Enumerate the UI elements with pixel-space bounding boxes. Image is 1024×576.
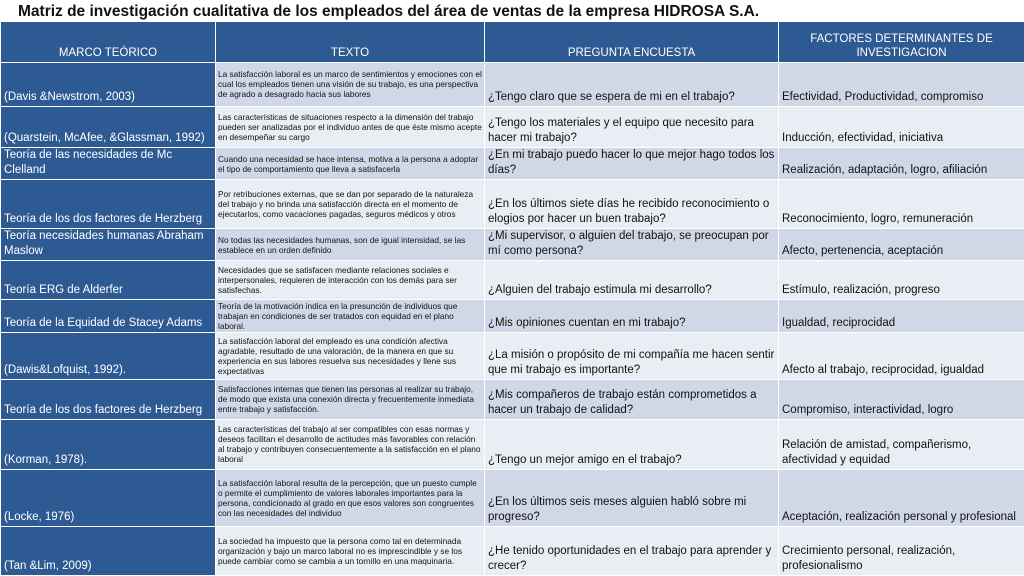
marco-cell: (Korman, 1978). [1, 420, 216, 470]
table-row [1, 180, 1024, 229]
pregunta-cell: ¿He tenido oportunidades en el trabajo para aprender y crecer? [485, 527, 779, 576]
pregunta-cell: ¿Mis compañeros de trabajo están comprometidos a hacer un trabajo de calidad? [485, 379, 779, 419]
factores-cell: Igualdad, reciprocidad [779, 299, 1024, 332]
pregunta-cell: ¿Alguien del trabajo estimula mi desarrollo? [485, 261, 779, 299]
pregunta-cell: ¿En los últimos seis meses alguien habló sobre mi progreso? [485, 469, 779, 527]
table-row [1, 420, 1024, 470]
factores-cell: Inducción, efectividad, iniciativa [779, 106, 1024, 147]
marco-cell: Teoría necesidades humanas Abraham Maslow [1, 228, 216, 260]
texto-cell: Por retribuciones externas, que se dan por separado de la naturaleza del trabajo y no brinda una satisfacción directa en el momento de ejecutarlos, como vacaciones pagadas, seguros médicos y otros [216, 180, 485, 229]
page-title: Matriz de investigación cualitativa de los empleados del área de ventas de la empresa HIDROSA S.A. [18, 3, 760, 20]
texto-cell: Las características del trabajo al ser compatibles con esas normas y deseos facilitan el desarrollo de actitudes más favorables con relación al trabajo y contribuyen consecuentemente a la satisfacción en el plano laboral [216, 420, 485, 470]
marco-cell: Teoría de los dos factores de Herzberg [1, 180, 216, 229]
marco-cell: (Quarstein, McAfee, &Glassman, 1992) [1, 106, 216, 147]
header-factores: FACTORES DETERMINANTES DE INVESTIGACION [779, 22, 1024, 63]
texto-cell: Las características de situaciones respecto a la dimensión del trabajo pueden ser analizadas por el individuo antes de que éste mismo acepte en desempeñar su cargo [216, 106, 485, 147]
marco-cell: Teoría de los dos factores de Herzberg [1, 379, 216, 419]
pregunta-cell: ¿Tengo los materiales y el equipo que necesito para hacer mi trabajo? [485, 106, 779, 147]
table-row [1, 299, 1024, 332]
header-texto: TEXTO [216, 22, 485, 63]
texto-cell: Teoría de la motivación indica en la presunción de individuos que trabajan en condiciones de ser tratados con equidad en el plano laboral. [216, 299, 485, 332]
factores-cell: Relación de amistad, compañerismo, afectividad y equidad [779, 420, 1024, 470]
factores-cell: Afecto, pertenencia, aceptación [779, 228, 1024, 260]
texto-cell: No todas las necesidades humanas, son de igual intensidad, se las establece en un orden definido [216, 228, 485, 260]
factores-cell: Realización, adaptación, logro, afiliación [779, 147, 1024, 179]
header-pregunta-encuesta: PREGUNTA ENCUESTA [485, 22, 779, 63]
table-row [1, 527, 1024, 576]
texto-cell: Necesidades que se satisfacen mediante relaciones sociales e interpersonales, requieren de interacción con los demás para ser satisfechas. [216, 261, 485, 299]
table-row [1, 333, 1024, 380]
factores-cell: Reconocimiento, logro, remuneración [779, 180, 1024, 229]
factores-cell: Efectividad, Productividad, compromiso [779, 63, 1024, 107]
texto-cell: La satisfacción laboral del empleado es una condición afectiva agradable, resultado de una valoración, de la manera en que su experiencia en sus labores resuelva sus necesidades y llene sus expectativas [216, 333, 485, 380]
marco-cell: Teoría de la Equidad de Stacey Adams [1, 299, 216, 332]
texto-cell: La sociedad ha impuesto que la persona como tal en determinada organización y bajo un marco laboral no es imprescindible y se los puede cambiar como se cambia a un tornillo en una maquinaria. [216, 527, 485, 576]
factores-cell: Crecimiento personal, realización, profesionalismo [779, 527, 1024, 576]
factores-cell: Aceptación, realización personal y profesional [779, 469, 1024, 527]
marco-cell: (Tan &Lim, 2009) [1, 527, 216, 576]
table-row [1, 147, 1024, 179]
pregunta-cell: ¿En mi trabajo puedo hacer lo que mejor hago todos los días? [485, 147, 779, 179]
texto-cell: Satisfacciones internas que tienen las personas al realizar su trabajo, de modo que exista una conexión directa y frecuentemente inmediata entre trabajo y satisfacción. [216, 379, 485, 419]
factores-cell: Compromiso, interactividad, logro [779, 379, 1024, 419]
marco-cell: Teoría ERG de Alderfer [1, 261, 216, 299]
marco-cell: (Davis &Newstrom, 2003) [1, 63, 216, 107]
header-marco-teorico: MARCO TEÓRICO [1, 22, 216, 63]
marco-cell: (Dawis&Lofquist, 1992). [1, 333, 216, 380]
factores-cell: Afecto al trabajo, reciprocidad, igualdad [779, 333, 1024, 380]
header-row [1, 22, 1024, 63]
research-matrix-table [0, 21, 1024, 576]
table-row [1, 261, 1024, 299]
factores-cell: Estímulo, realización, progreso [779, 261, 1024, 299]
marco-cell: Teoría de las necesidades de Mc Clelland [1, 147, 216, 179]
pregunta-cell: ¿Tengo claro que se espera de mi en el trabajo? [485, 63, 779, 107]
table-row [1, 228, 1024, 260]
pregunta-cell: ¿Tengo un mejor amigo en el trabajo? [485, 420, 779, 470]
pregunta-cell: ¿Mi supervisor, o alguien del trabajo, se preocupan por mí como persona? [485, 228, 779, 260]
table-row [1, 63, 1024, 107]
pregunta-cell: ¿La misión o propósito de mi compañía me hacen sentir que mi trabajo es importante? [485, 333, 779, 380]
texto-cell: Cuando una necesidad se hace intensa, motiva a la persona a adoptar el tipo de comportamiento que lleva a satisfacerla [216, 147, 485, 179]
table-row [1, 379, 1024, 419]
texto-cell: La satisfacción laboral resulta de la percepción, que un puesto cumple o permite el cumplimiento de valores laborales importantes para la persona, condicionado al grado en que esos valores son congruentes con las necesidades del individuo [216, 469, 485, 527]
table-row [1, 469, 1024, 527]
marco-cell: (Locke, 1976) [1, 469, 216, 527]
pregunta-cell: ¿En los últimos siete días he recibido reconocimiento o elogios por hacer un buen trabajo? [485, 180, 779, 229]
table-row [1, 106, 1024, 147]
texto-cell: La satisfacción laboral es un marco de sentimientos y emociones con el cual los empleados tienen una visión de su trabajo, es una perspectiva de agrado a desagrado hacia sus labores [216, 63, 485, 107]
pregunta-cell: ¿Mis opiniones cuentan en mi trabajo? [485, 299, 779, 332]
